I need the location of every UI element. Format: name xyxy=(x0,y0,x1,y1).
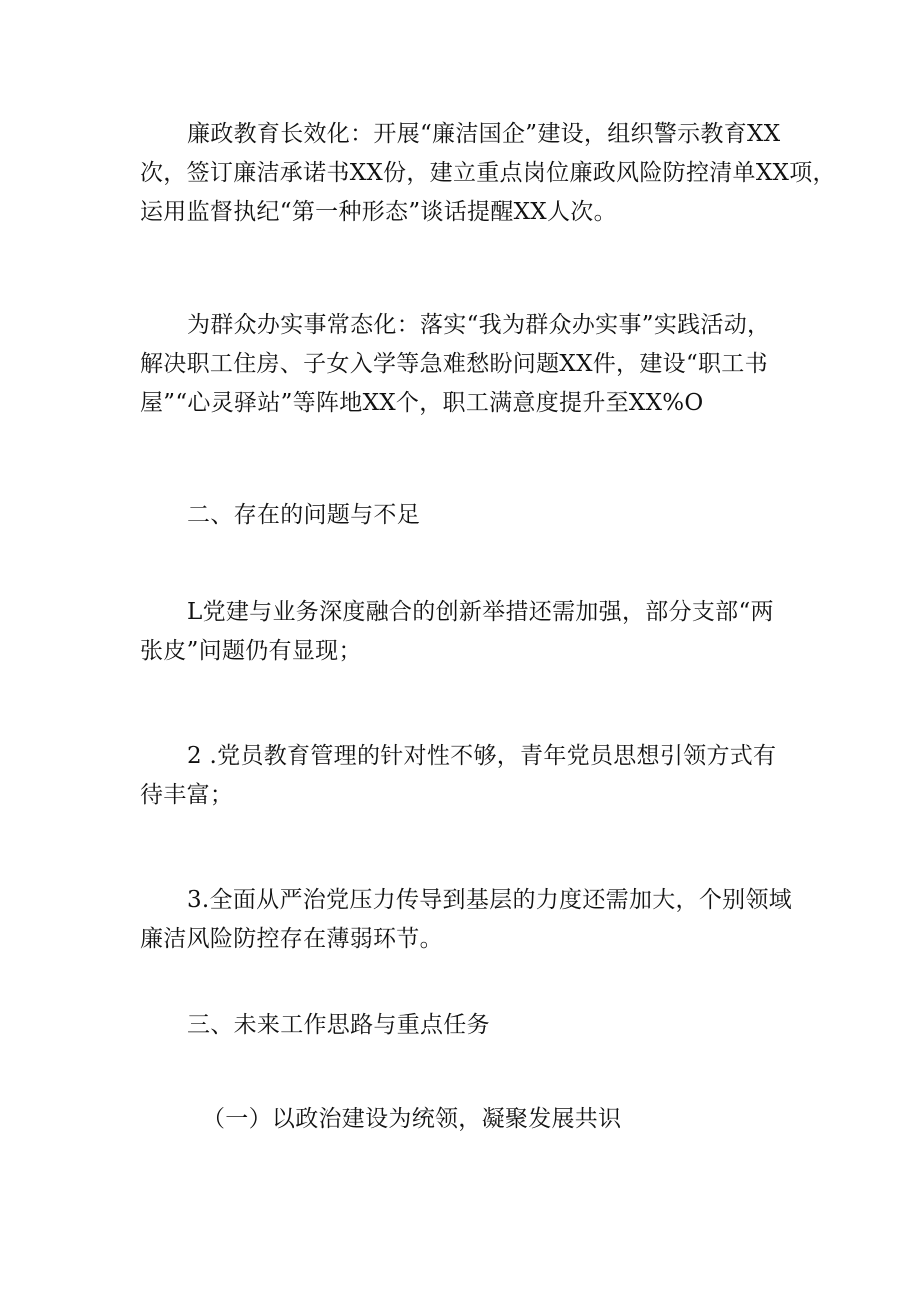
paragraph-line: 张皮”问题仍有显现； xyxy=(140,638,362,664)
heading-text: 二、存在的问题与不足 xyxy=(187,502,420,528)
paragraph-line: 廉政教育长效化：开展“廉洁国企”建设，组织警示教育XX xyxy=(187,121,781,147)
paragraph-line: 屋”“心灵驿站”等阵地XX个，职工满意度提升至XX%O xyxy=(140,390,704,416)
section-heading-future-work xyxy=(140,1006,788,1045)
paragraph-line: 次，签订廉洁承诺书XX份，建立重点岗位廉政风险防控清单XX项， xyxy=(140,160,836,186)
paragraph-clean-governance xyxy=(140,115,836,232)
heading-text: （一）以政治建设为统领，凝聚发展共识 xyxy=(202,1106,622,1132)
paragraph-serve-masses xyxy=(140,306,788,423)
paragraph-line: 待丰富； xyxy=(140,782,234,808)
paragraph-line: 运用监督执纪“第一种形态”谈话提醒XX人次。 xyxy=(140,199,617,225)
subsection-heading-political-building xyxy=(140,1100,788,1139)
list-item-problem-3 xyxy=(140,881,793,959)
list-item-problem-2 xyxy=(140,737,788,815)
paragraph-line: 3.全面从严治党压力传导到基层的力度还需加大，个别领域 xyxy=(187,887,793,913)
paragraph-line: 为群众办实事常态化：落实“我为群众办实事”实践活动， xyxy=(187,312,771,338)
paragraph-line: 2 .党员教育管理的针对性不够，青年党员思想引领方式有 xyxy=(187,743,777,769)
section-heading-problems xyxy=(140,496,788,535)
paragraph-line: 廉洁风险防控存在薄弱环节。 xyxy=(140,926,443,952)
paragraph-line: L党建与业务深度融合的创新举措还需加强，部分支部“两 xyxy=(187,599,774,625)
paragraph-line: 解决职工住房、子女入学等急难愁盼问题XX件，建设“职工书 xyxy=(140,351,768,377)
list-item-problem-1 xyxy=(140,593,788,671)
heading-text: 三、未来工作思路与重点任务 xyxy=(187,1012,490,1038)
